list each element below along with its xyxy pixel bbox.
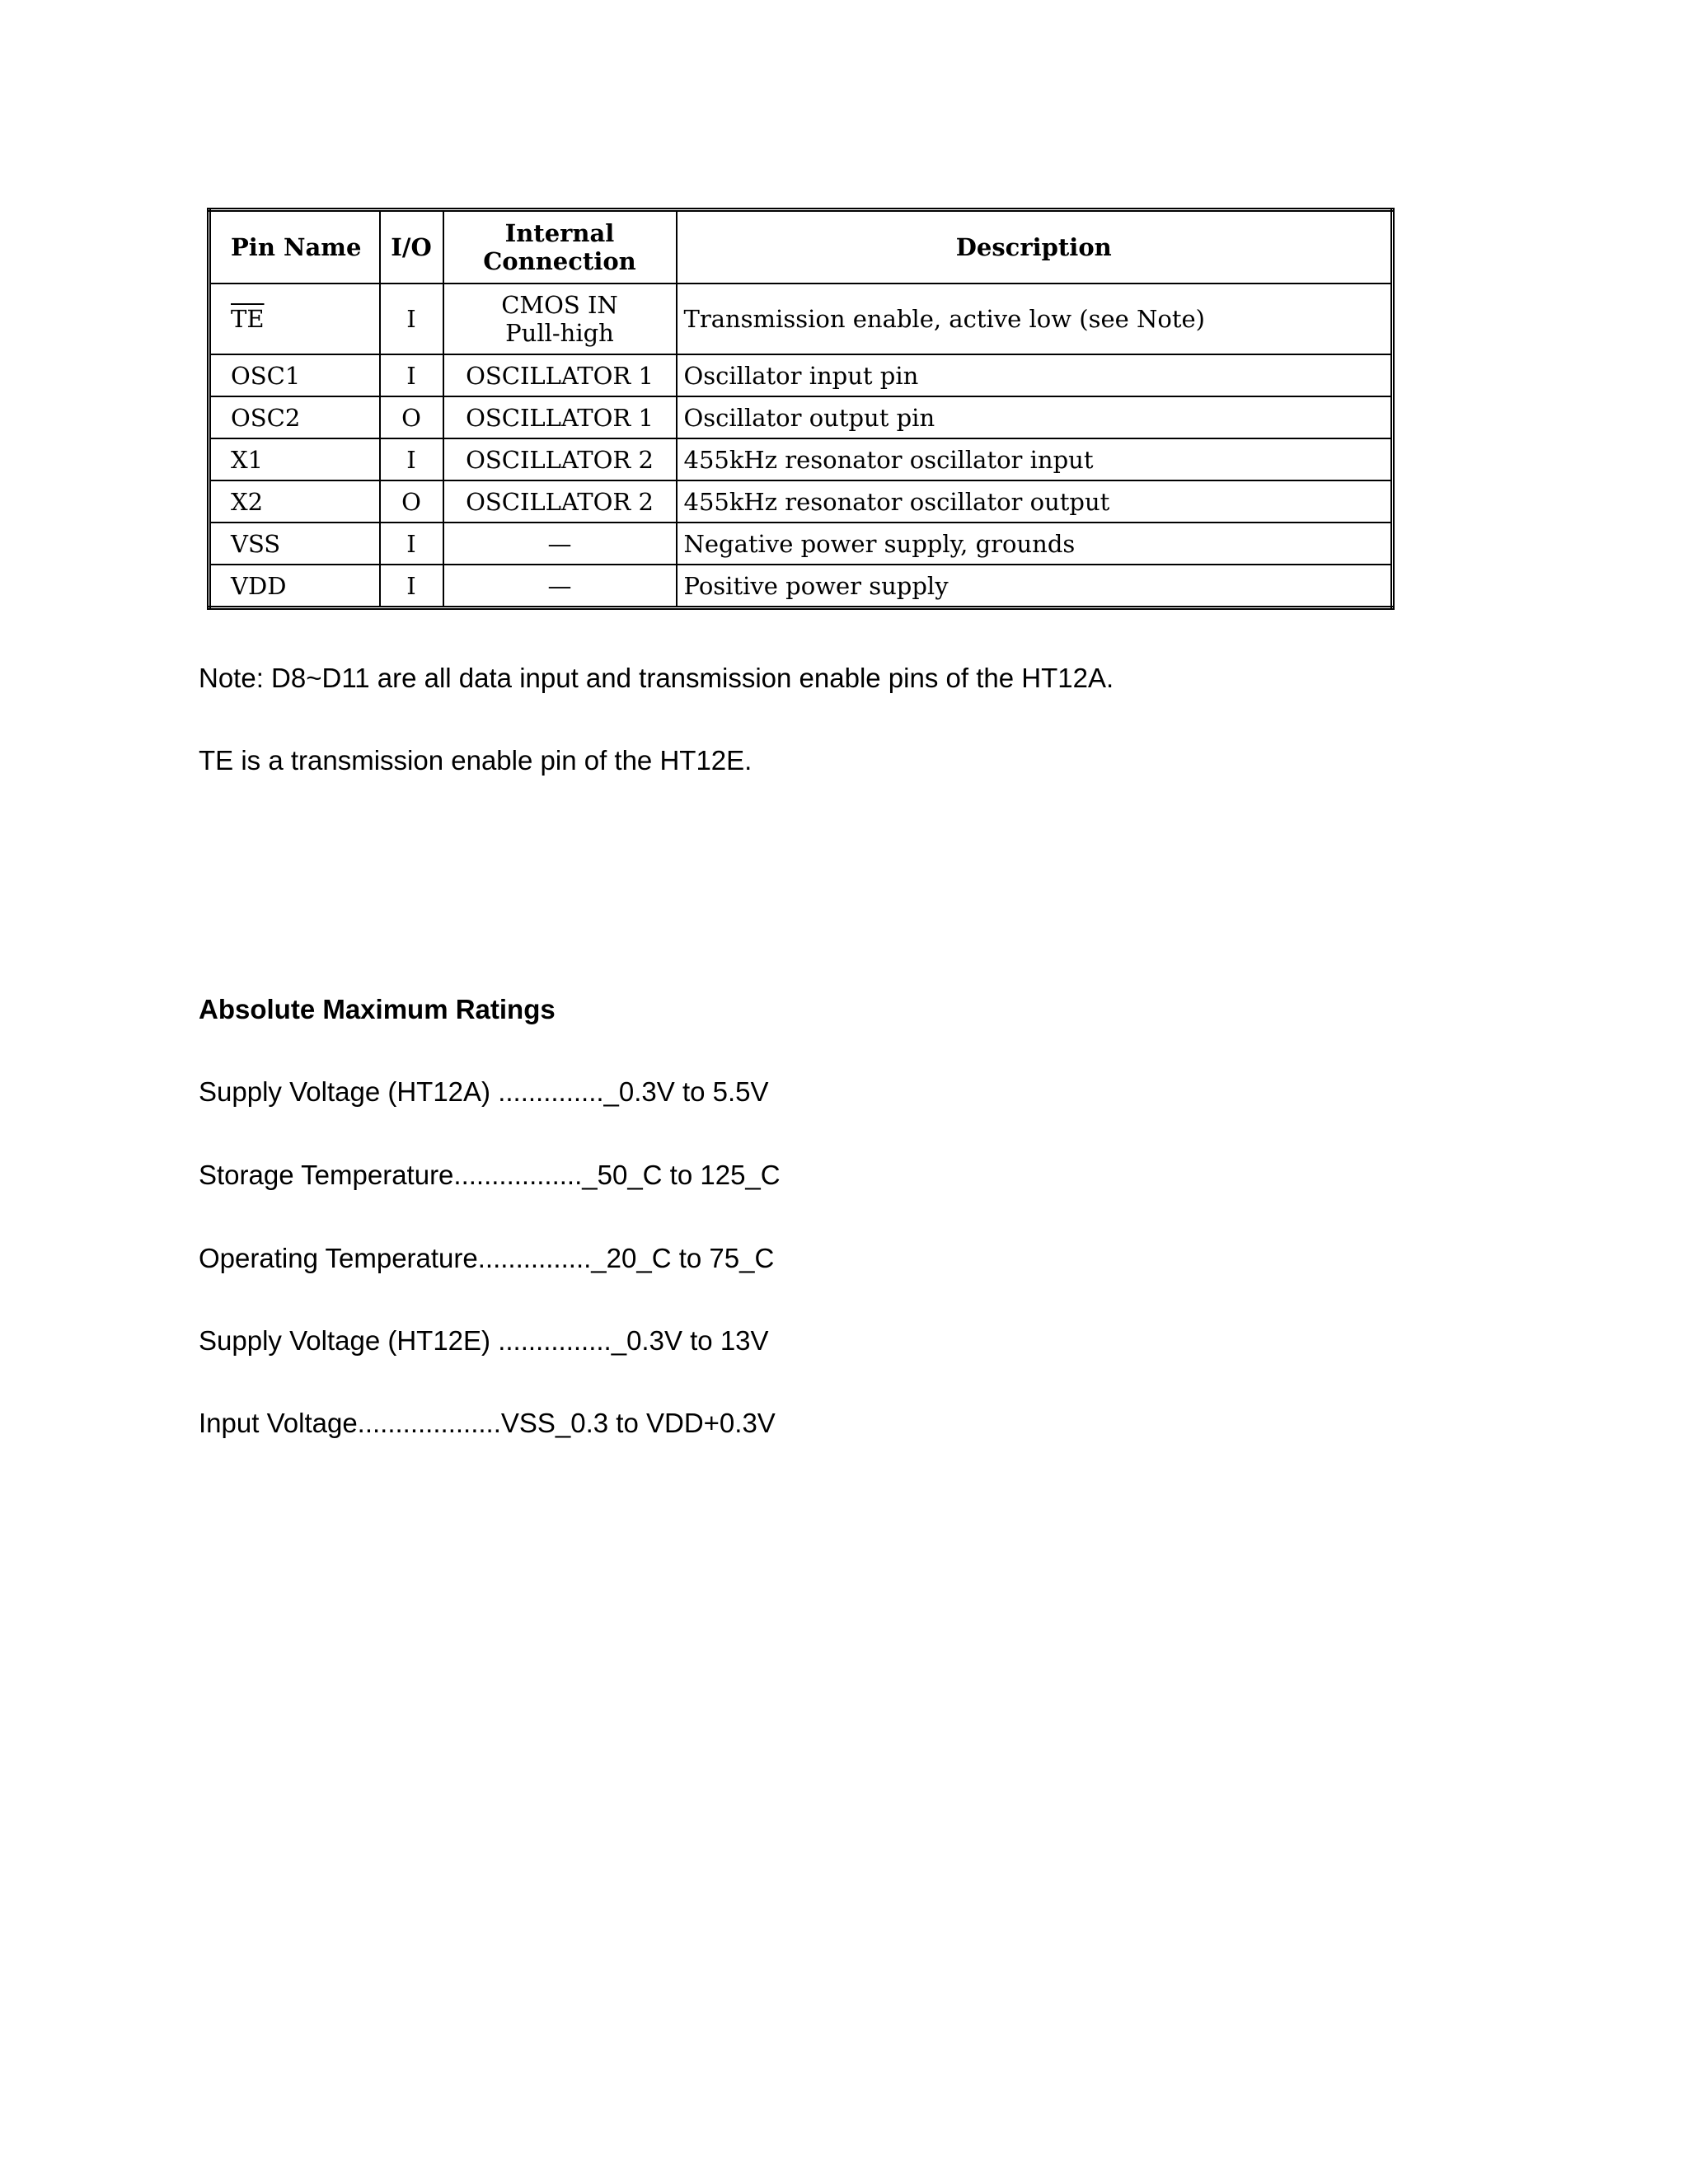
rating-supply-voltage-ht12a: Supply Voltage (HT12A) .............._0.3V to 5.5V xyxy=(199,1076,769,1107)
connection-cell: OSCILLATOR 1 xyxy=(443,354,677,396)
connection-cell: — xyxy=(443,523,677,565)
connection-cell: OSCILLATOR 2 xyxy=(443,480,677,523)
io-cell: O xyxy=(380,396,443,438)
description-cell: Negative power supply, grounds xyxy=(677,523,1393,565)
ratings-heading: Absolute Maximum Ratings xyxy=(199,994,556,1024)
table-row xyxy=(209,438,1393,480)
pin-name-cell: VSS xyxy=(209,523,380,565)
pin-name-cell: VDD xyxy=(209,565,380,608)
table-row xyxy=(209,565,1393,608)
rating-operating-temperature: Operating Temperature..............._20_C to 75_C xyxy=(199,1243,775,1273)
pin-name-cell: OSC1 xyxy=(209,354,380,396)
table-row xyxy=(209,523,1393,565)
description-cell: Transmission enable, active low (see Note) xyxy=(677,284,1393,354)
header-pin-name: Pin Name xyxy=(209,210,380,284)
pin-description-table xyxy=(207,208,1395,610)
description-cell: Oscillator output pin xyxy=(677,396,1393,438)
pin-name-cell: X1 xyxy=(209,438,380,480)
pin-name-cell: X2 xyxy=(209,480,380,523)
connection-cell: — xyxy=(443,565,677,608)
table-row xyxy=(209,354,1393,396)
table-row xyxy=(209,480,1393,523)
te-note-text: TE is a transmission enable pin of the HT12E. xyxy=(199,745,753,776)
description-cell: Positive power supply xyxy=(677,565,1393,608)
connection-cell: OSCILLATOR 2 xyxy=(443,438,677,480)
header-io: I/O xyxy=(380,210,443,284)
table-header-row xyxy=(209,210,1393,284)
header-description: Description xyxy=(677,210,1393,284)
rating-supply-voltage-ht12e: Supply Voltage (HT12E) ..............._0.3V to 13V xyxy=(199,1325,769,1356)
description-cell: Oscillator input pin xyxy=(677,354,1393,396)
connection-cell: OSCILLATOR 1 xyxy=(443,396,677,438)
description-cell: 455kHz resonator oscillator input xyxy=(677,438,1393,480)
rating-input-voltage: Input Voltage...................VSS_0.3 to VDD+0.3V xyxy=(199,1408,776,1438)
io-cell: I xyxy=(380,523,443,565)
note-text: Note: D8~D11 are all data input and transmission enable pins of the HT12A. xyxy=(199,663,1114,693)
pin-name-te: $\overline{TE}$ xyxy=(231,305,265,333)
table-row xyxy=(209,396,1393,438)
table-row xyxy=(209,284,1393,354)
io-cell: O xyxy=(380,480,443,523)
io-cell: I xyxy=(380,565,443,608)
header-internal-connection: Internal Connection xyxy=(443,210,677,284)
connection-cell: CMOS IN Pull-high xyxy=(443,284,677,354)
pin-name-cell xyxy=(209,284,380,354)
io-cell: I xyxy=(380,284,443,354)
io-cell: I xyxy=(380,438,443,480)
io-cell: I xyxy=(380,354,443,396)
rating-storage-temperature: Storage Temperature................._50_C to 125_C xyxy=(199,1160,781,1190)
pin-name-cell: OSC2 xyxy=(209,396,380,438)
description-cell: 455kHz resonator oscillator output xyxy=(677,480,1393,523)
